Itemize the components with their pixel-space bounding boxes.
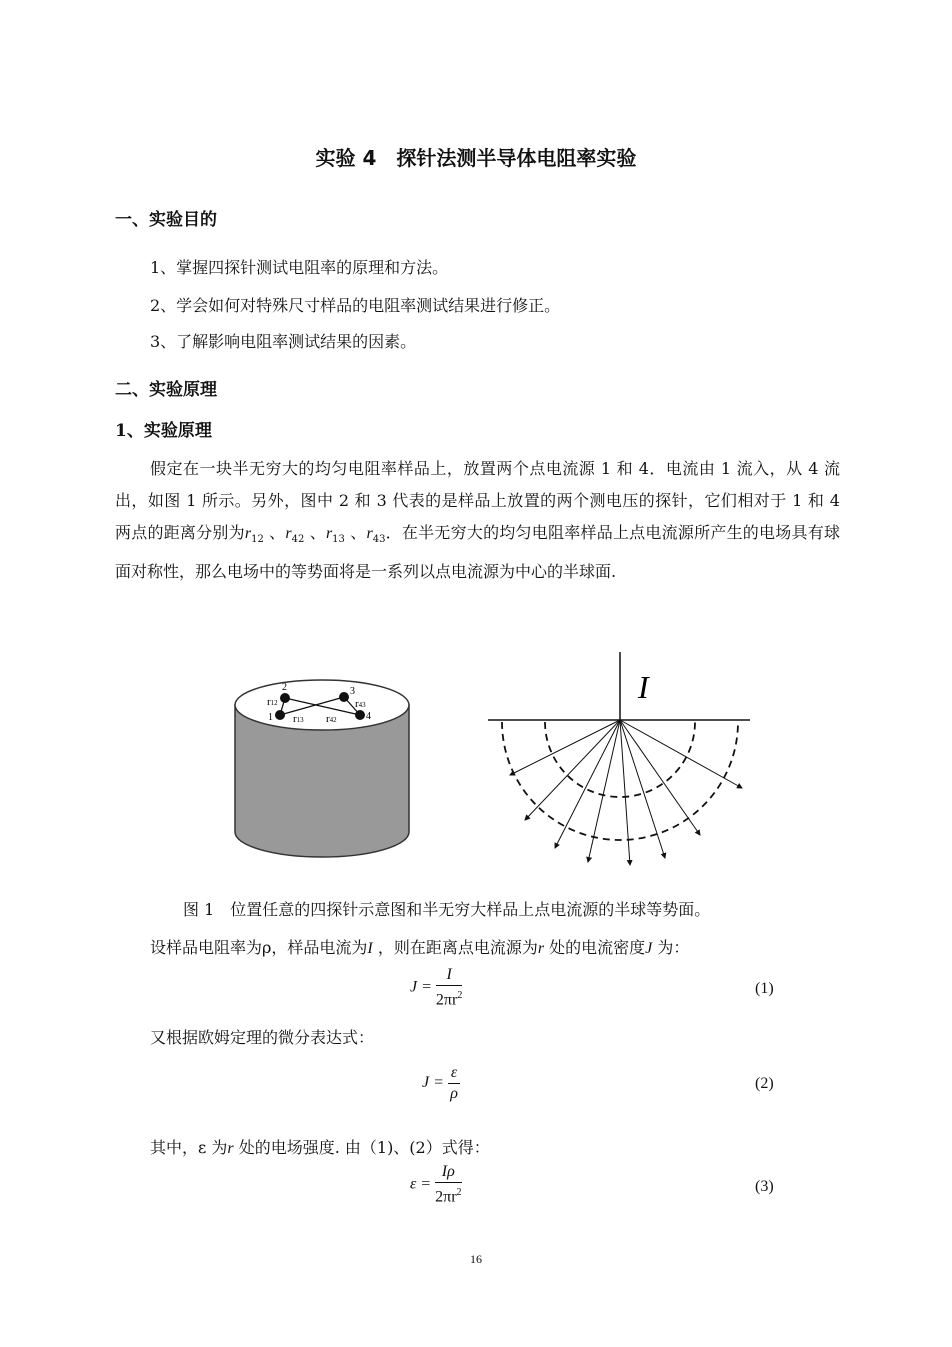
text-line-field-strength: 其中，ε 为r 处的电场强度. 由（1)、(2）式得： [150, 1138, 490, 1157]
four-probe-cylinder-figure [230, 660, 420, 870]
r12-label: r12 [267, 696, 278, 708]
current-label: I [638, 669, 649, 705]
principle-paragraph: 假定在一块半无穷大的均匀电阻率样品上，放置两个点电流源 1 和 4．电流由 1 流入，从 4 流出，如图 1 所示。另外，图中 2 和 3 代表的是样品上放置的两个测电压的探针，它们相对于 1 和 4 两点的距离分别为$r_{12}$ 、$r_{42}$ 、$r_{13}$ 、$r_{43}$．在半无穷大的均匀电阻率样品上点电流源所产生的电场具有球面对称性，那么电场中的等势面将是一系列以点电流源为中心的半球面. [115, 459, 840, 582]
section-heading-principle: 二、实验原理 [115, 380, 217, 400]
probe-2-dot [280, 693, 290, 703]
section-heading-purpose: 一、实验目的 [115, 210, 217, 230]
probe-1-label: 1 [268, 712, 273, 723]
purpose-item: 2、学会如何对特殊尺寸样品的电阻率测试结果进行修正。 [150, 296, 561, 315]
probe-2-label: 2 [282, 682, 287, 693]
text-line-current-density: 设样品电阻率为ρ，样品电流为I ，则在距离点电流源为r 处的电流密度J 为： [150, 938, 690, 957]
r42-label: r42 [326, 713, 337, 725]
subsection-heading: 1、实验原理 [115, 421, 212, 441]
page-title: 实验 4 探针法测半导体电阻率实验 [315, 146, 637, 170]
equation-3: ε = $\frac{I\rho}{2\pi r^2}$ [410, 1163, 462, 1206]
equation-2: J = $\frac{\varepsilon}{\rho}$ [422, 1063, 460, 1104]
probe-4-label: 4 [366, 711, 371, 722]
equation-1-number: (1) [755, 980, 774, 997]
purpose-item: 1、掌握四探针测试电阻率的原理和方法。 [150, 258, 449, 277]
equation-2-number: (2) [755, 1075, 774, 1092]
page-number: 16 [470, 1252, 482, 1266]
hemisphere-equipotential-figure [480, 650, 755, 870]
equation-1: J = $\frac{I}{2\pi r^2}$ [410, 966, 463, 1009]
probe-4-dot [355, 710, 365, 720]
r43-label: r43 [355, 698, 366, 710]
figure-caption: 图 1 位置任意的四探针示意图和半无穷大样品上点电流源的半球等势面。 [183, 900, 711, 919]
probe-3-dot [339, 692, 349, 702]
probe-3-label: 3 [350, 686, 355, 697]
equation-3-number: (3) [755, 1178, 774, 1195]
r13-label: r13 [293, 713, 304, 725]
text-line-ohm-law: 又根据欧姆定理的微分表达式： [150, 1028, 375, 1047]
probe-1-dot [275, 710, 285, 720]
purpose-item: 3、了解影响电阻率测试结果的因素。 [150, 332, 417, 351]
